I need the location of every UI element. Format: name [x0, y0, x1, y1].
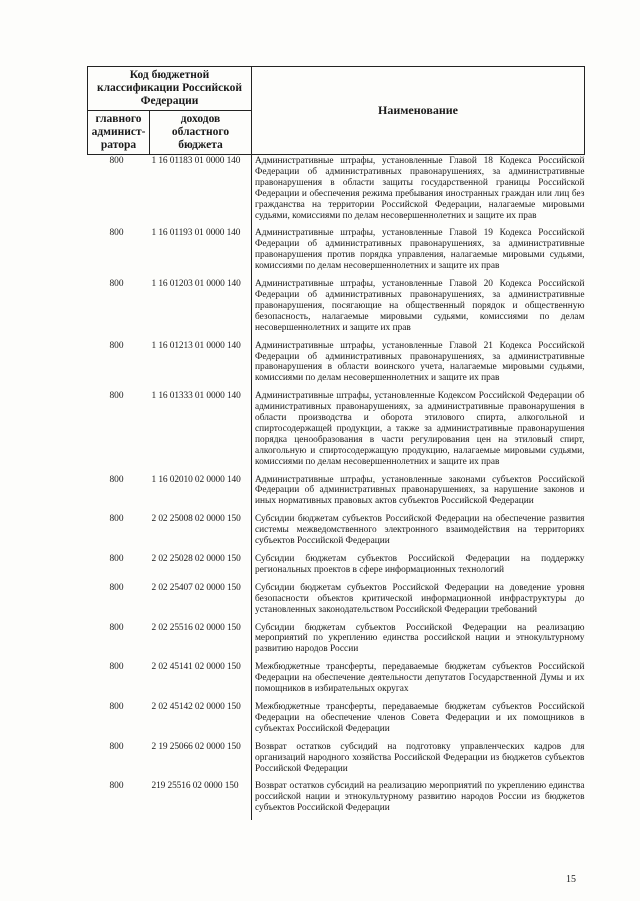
administrator-code: 800	[109, 474, 124, 485]
income-name: Административные штрафы, установленные Главой 19 Кодекса Российской Федерации об административных правонарушениях, за административные правонарушения против порядка управления, налагаемые мировыми судьями, комиссиями по делам несовершеннолетних и защите их прав	[252, 227, 585, 278]
administrator-code: 800	[109, 340, 124, 351]
table-row	[88, 622, 585, 662]
income-code: 1 16 02010 02 0000 140	[151, 474, 241, 485]
income-name: Возврат остатков субсидий на реализацию мероприятий по укреплению единства российской нации и этнокультурному развитию народов России из бюджетов субъектов Российской Федерации	[252, 780, 585, 820]
income-code: 1 16 01193 01 0000 140	[151, 228, 241, 239]
table-row	[88, 227, 585, 278]
income-name: Межбюджетные трансферты, передаваемые бюджетам субъектов Российской Федерации на обеспечение деятельности депутатов Государственной Думы и их помощников в избирательных округах	[252, 661, 585, 701]
income-name: Административные штрафы, установленные Кодексом Российской Федерации об административных правонарушениях, за административные правонарушения в области производства и оборота этилового спирта, алкогольной и спиртосодержащей продукции, а также за административные правонарушения порядка ценообразования в части регулирования цен на этиловый спирт, алкогольную и спиртосодержащую продукцию, налагаемые мировыми судьями, комиссиями по делам несовершеннолетних и защите их прав	[252, 390, 585, 473]
table-row	[88, 278, 585, 340]
income-code: 219 25516 02 0000 150	[151, 781, 239, 792]
income-name: Административные штрафы, установленные Главой 20 Кодекса Российской Федерации об административных правонарушениях, за административные правонарушения, посягающие на общественный порядок и общественную безопасность, налагаемые мировыми судьями, комиссиями по делам несовершеннолетних и защите их прав	[252, 278, 585, 340]
administrator-code: 800	[109, 279, 124, 290]
administrator-code: 800	[109, 391, 124, 402]
income-name: Возврат остатков субсидий на подготовку управленческих кадров для организаций народного хозяйства Российской Федерации из бюджетов субъектов Российской Федерации	[252, 741, 585, 781]
income-name: Административные штрафы, установленные законами субъектов Российской Федерации об административных правонарушениях, за нарушение законов и иных нормативных правовых актов субъектов Российской Федерации	[252, 474, 585, 514]
income-code: 2 19 25066 02 0000 150	[151, 741, 241, 752]
administrator-code: 800	[109, 701, 124, 712]
income-code: 2 02 25407 02 0000 150	[151, 582, 241, 593]
table-row	[88, 582, 585, 622]
administrator-code: 800	[109, 554, 124, 564]
income-name: Административные штрафы, установленные Главой 21 Кодекса Российской Федерации об административных правонарушениях, за административные правонарушения в области воинского учета, налагаемые мировыми судьями, комиссиями по делам несовершеннолетних и защите их прав	[252, 340, 585, 391]
income-code: 2 02 45141 02 0000 150	[151, 662, 241, 673]
header-chief-administrator: главного админист-ратора	[88, 111, 150, 155]
income-name: Субсидии бюджетам субъектов Российской Федерации на доведение уровня безопасности объектов критической информационной инфраструктуры до установленных законодательством Российской Федерации требований	[252, 582, 585, 622]
income-code: 1 16 01213 01 0000 140	[151, 340, 241, 351]
administrator-code: 800	[109, 781, 124, 792]
administrator-code: 800	[109, 514, 124, 525]
table-row	[88, 513, 585, 553]
income-name: Субсидии бюджетам субъектов Российской Федерации на реализацию мероприятий по укреплению единства российской нации и этнокультурному развитию народов России	[252, 622, 585, 662]
table-body	[88, 155, 585, 821]
income-code: 2 02 25028 02 0000 150	[151, 554, 241, 564]
table-row	[88, 741, 585, 781]
table-row	[88, 780, 585, 820]
administrator-code: 800	[109, 741, 124, 752]
administrator-code: 800	[109, 622, 124, 633]
income-name: Административные штрафы, установленные Главой 18 Кодекса Российской Федерации об административных правонарушениях, за административные правонарушения в области защиты государственной границы Российской Федерации и обеспечения режима пребывания иностранных граждан или лиц без гражданства на территории Российской Федерации, налагаемые мировыми судьями, комиссиями по делам несовершеннолетних и защите их прав	[252, 155, 585, 228]
table-row	[88, 340, 585, 391]
income-code: 1 16 01333 01 0000 140	[151, 391, 241, 402]
administrator-code: 800	[109, 228, 124, 239]
page-number: 15	[566, 874, 576, 885]
administrator-code: 800	[109, 156, 124, 166]
administrator-code: 800	[109, 582, 124, 593]
income-code: 1 16 01203 01 0000 140	[151, 279, 241, 290]
header-regional-income: доходов областного бюджета	[150, 111, 252, 155]
income-code: 2 02 25008 02 0000 150	[151, 514, 241, 525]
table-row	[88, 390, 585, 473]
budget-classification-table	[87, 66, 585, 820]
table-row	[88, 661, 585, 701]
income-name: Субсидии бюджетам субъектов Российской Федерации на поддержку региональных проектов в сфере информационных технологий	[252, 553, 585, 582]
table-row	[88, 474, 585, 514]
table-row	[88, 701, 585, 741]
income-name: Субсидии бюджетам субъектов Российской Федерации на обеспечение развития системы межведомственного электронного взаимодействия на территориях субъектов Российской Федерации	[252, 513, 585, 553]
table-row	[88, 155, 585, 228]
table-row	[88, 553, 585, 582]
income-code: 1 16 01183 01 0000 140	[151, 156, 241, 166]
income-name: Межбюджетные трансферты, передаваемые бюджетам субъектов Российской Федерации на обеспечение членов Совета Федерации и их помощников в субъектах Российской Федерации	[252, 701, 585, 741]
header-name: Наименование	[252, 67, 585, 155]
income-code: 2 02 45142 02 0000 150	[151, 701, 241, 712]
administrator-code: 800	[109, 662, 124, 673]
income-code: 2 02 25516 02 0000 150	[151, 622, 241, 633]
header-budget-code: Код бюджетной классификации Российской Федерации	[88, 67, 252, 111]
